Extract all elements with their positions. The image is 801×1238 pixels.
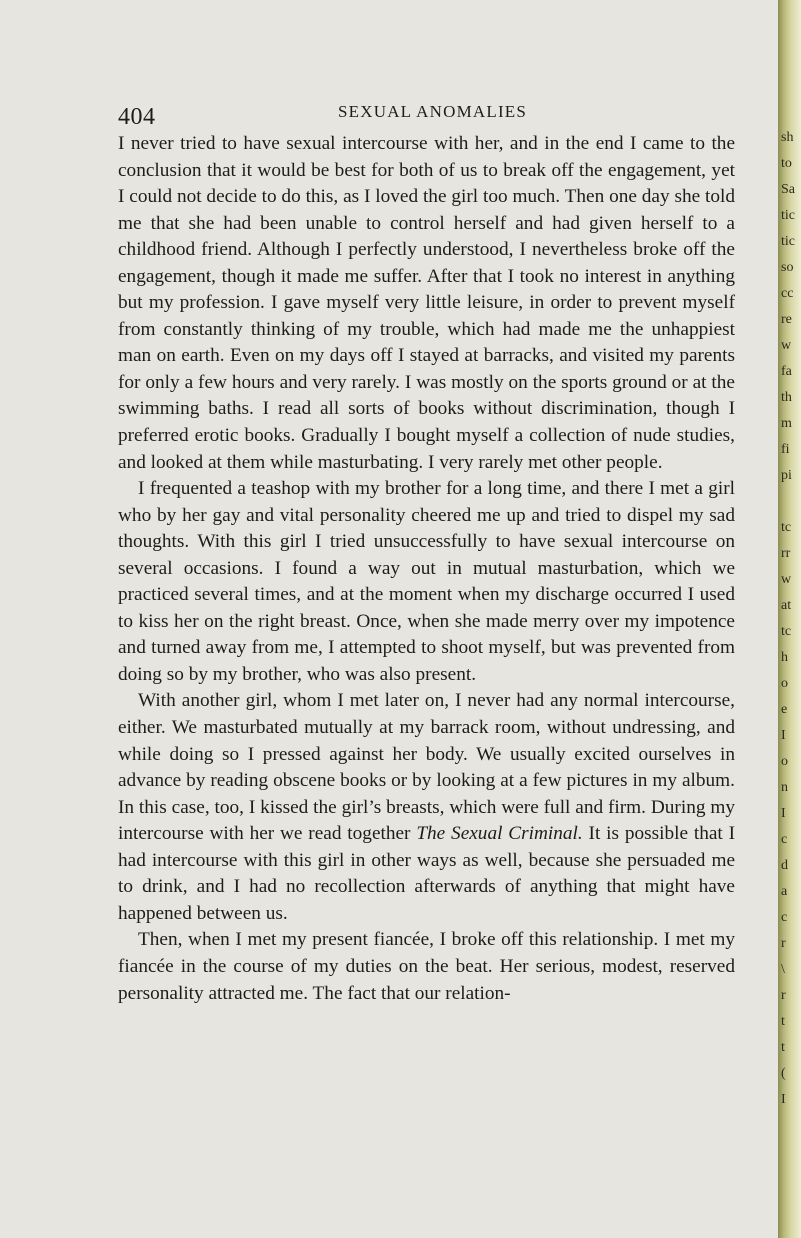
gutter-fragment: w: [781, 572, 792, 587]
gutter-fragment: t: [781, 1014, 785, 1029]
gutter-fragment: pi: [781, 468, 792, 483]
gutter-fragment: so: [781, 260, 794, 275]
gutter-fragment: tc: [781, 520, 792, 535]
gutter-fragment: o: [781, 676, 788, 691]
gutter-fragment: c: [781, 832, 788, 847]
gutter-fragment: fa: [781, 364, 792, 379]
gutter-fragment: \: [781, 962, 785, 977]
gutter-fragment: re: [781, 312, 792, 327]
gutter-fragment: I: [781, 1092, 786, 1107]
gutter-fragment: d: [781, 858, 788, 873]
gutter-fragment: tic: [781, 208, 795, 223]
gutter-fragment: tic: [781, 234, 795, 249]
gutter-fragment: I: [781, 806, 786, 821]
paragraph-2: I frequented a teashop with my brother for a long time, and there I met a girl who by her gay and vital personality cheered me up and tried to dispel my sad thoughts. With this girl I tried unsuccessfully to have sexual intercourse on several occasions. I found a way out in mutual masturbation, which we practiced several times, and at the moment when my discharge occurred I used to kiss her on the right breast. Once, when she made merry over my impotence and turned away from me, I attempted to shoot myself, but was prevented from doing so by my brother, who was also present.: [118, 478, 735, 685]
gutter-fragment: [781, 490, 801, 514]
book-title: The Sexual Criminal.: [416, 823, 583, 845]
gutter-fragment: o: [781, 754, 788, 769]
page-number: 404: [118, 104, 156, 130]
facing-page-edge: [778, 0, 801, 1238]
gutter-fragment: tc: [781, 624, 792, 639]
gutter-fragment: r: [781, 936, 786, 951]
gutter-fragment: to: [781, 156, 792, 171]
paragraph-3-text-b: It is possible that I had intercourse with this girl in other ways as well, because she persuaded me to drink, and I had no recollection afterwards of anything that might have happened between us.: [118, 823, 736, 924]
page-header: [118, 104, 738, 134]
paragraph-4: Then, when I met my present fiancée, I broke off this relationship. I met my fiancée in the course of my duties on the beat. Her serious, modest, reserved personality attracted me. The fact that our relation-: [118, 929, 735, 1004]
gutter-fragment: t: [781, 1040, 785, 1055]
paragraph-3: [118, 688, 735, 927]
gutter-fragment: th: [781, 390, 792, 405]
gutter-fragment: r: [781, 988, 786, 1003]
gutter-fragment: c: [781, 910, 788, 925]
gutter-fragment: w: [781, 338, 792, 353]
gutter-fragment: m: [781, 416, 792, 431]
gutter-fragment: a: [781, 884, 788, 899]
gutter-fragment: sh: [781, 130, 794, 145]
gutter-fragment: rr: [781, 546, 791, 561]
paragraph-1: I never tried to have sexual intercourse with her, and in the end I came to the conclusion that it would be best for both of us to break off the engagement, yet I could not decide to do this, as I loved the girl too much. Then one day she told me that she had been unable to control herself and had given herself to a childhood friend. Although I perfectly understood, I nevertheless broke off the engagement, though it made me suffer. After that I took no interest in anything but my profession. I gave myself very little leisure, in order to prevent myself from constantly thinking of my trouble, which had made me the unhappiest man on earth. Even on my days off I stayed at barracks, and visited my parents for only a few hours and very rarely. I was mostly on the sports ground or at the swimming baths. I read all sorts of books without discrimination, though I preferred erotic books. Gradually I bought myself a collection of nude studies, and looked at them while masturbating. I very rarely met other people.: [118, 133, 735, 473]
gutter-fragment: at: [781, 598, 792, 613]
body-text: [118, 131, 735, 1007]
gutter-fragment: n: [781, 780, 788, 795]
gutter-fragment: h: [781, 650, 788, 665]
paragraph-3-text-a: With another girl, whom I met later on, I never had any normal intercourse, either. We masturbated mutually at my barrack room, without undressing, and while doing so I pressed against her body. We usually excited ourselves in advance by reading obscene books or by looking at a few pictures in my album. In this case, too, I kissed the girl’s breasts, which were full and firm. During my intercourse with her we read together: [118, 690, 735, 845]
gutter-fragment: cc: [781, 286, 794, 301]
gutter-fragment: I: [781, 728, 786, 743]
running-head: SEXUAL ANOMALIES: [338, 102, 528, 121]
gutter-fragment: (: [781, 1066, 786, 1081]
gutter-fragment: fi: [781, 442, 790, 457]
gutter-fragment: e: [781, 702, 788, 717]
gutter-fragment: Sa: [781, 182, 795, 197]
